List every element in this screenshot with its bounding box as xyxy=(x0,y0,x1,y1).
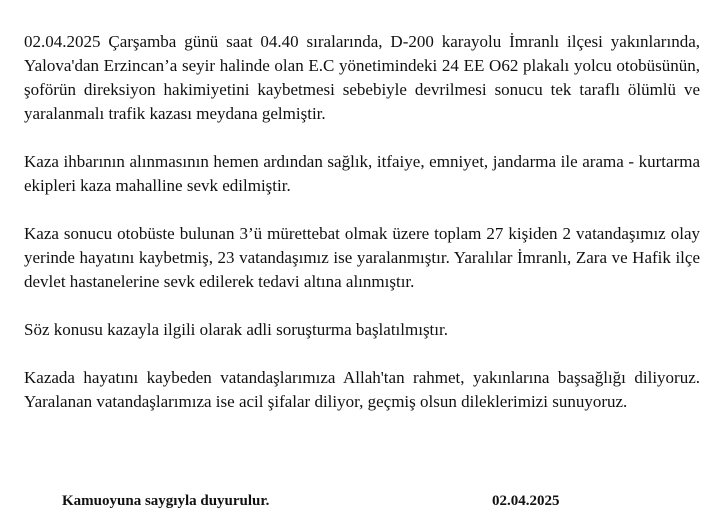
paragraph-condolences: Kazada hayatını kaybeden vatandaşlarımıza Allah'tan rahmet, yakınlarına başsağlığı diliyoruz. Yaralanan vatandaşlarımıza ise acil şifalar diliyor, geçmiş olsun dileklerimizi sunuyoruz. xyxy=(24,368,700,411)
paragraph-investigation: Söz konusu kazayla ilgili olarak adli soruşturma başlatılmıştır. xyxy=(24,320,448,339)
paragraph-emergency-response: Kaza ihbarının alınmasının hemen ardından sağlık, itfaiye, emniyet, jandarma ile arama - kurtarma ekipleri kaza mahalline sevk edilmiştir. xyxy=(24,152,700,195)
document-footer xyxy=(62,493,682,517)
document-body xyxy=(24,30,700,414)
closing-statement: Kamuoyuna saygıyla duyurulur. xyxy=(62,493,270,509)
signature-date: 02.04.2025 xyxy=(492,493,560,509)
paragraph-accident-report: 02.04.2025 Çarşamba günü saat 04.40 sıralarında, D-200 karayolu İmranlı ilçesi yakınlarında, Yalova'dan Erzincan’a seyir halinde olan E.C yönetimindeki 24 EE O62 plakalı yolcu otobüsünün, şoförün direksiyon hakimiyetini kaybetmesi sebebiyle devrilmesi sonucu tek taraflı ölümlü ve yaralanmalı trafik kazası meydana gelmiştir. xyxy=(24,32,700,123)
paragraph-casualties: Kaza sonucu otobüste bulunan 3’ü mürettebat olmak üzere toplam 27 kişiden 2 vatandaşımız olay yerinde hayatını kaybetmiş, 23 vatandaşımız ise yaralanmıştır. Yaralılar İmranlı, Zara ve Hafik ilçe devlet hastanelerine sevk edilerek tedavi altına alınmıştır. xyxy=(24,224,700,291)
